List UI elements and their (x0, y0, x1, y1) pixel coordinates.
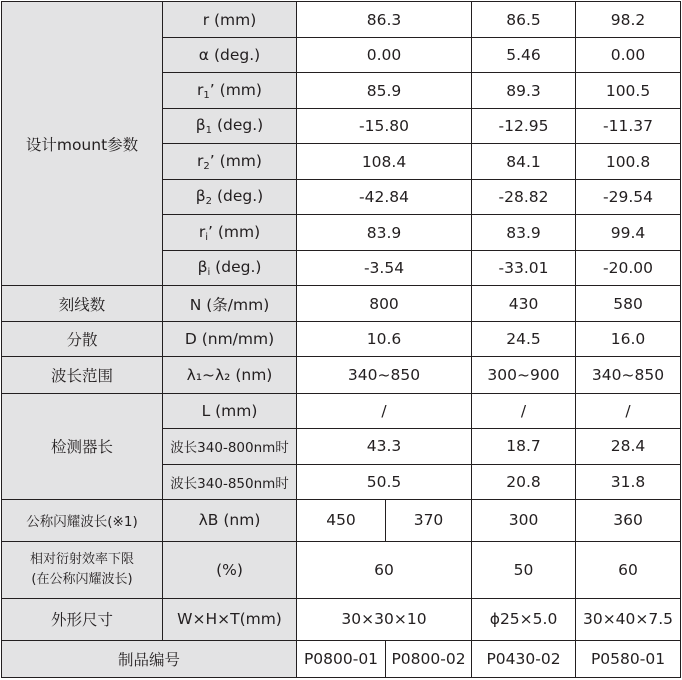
value-cell: 370 (386, 499, 472, 541)
param-symbol: r (197, 80, 204, 99)
value-cell: / (472, 393, 576, 428)
param-prime: ’ (209, 80, 215, 99)
dimensions-label: 外形尺寸 (2, 598, 163, 640)
param-subscript: 1 (205, 125, 213, 137)
param-prime: ’ (207, 222, 213, 241)
value-cell: -42.84 (297, 180, 472, 215)
param-alpha (163, 38, 297, 73)
range-label: 波长范围 (2, 357, 163, 393)
value-cell: 340~850 (576, 357, 681, 393)
detector-param: 波长340-850nm时 (163, 464, 297, 499)
value-cell: 300 (472, 499, 576, 541)
value-cell: 100.5 (576, 73, 681, 109)
row-blaze (2, 499, 681, 541)
value-cell: -29.54 (576, 180, 681, 215)
value-cell: 60 (297, 541, 472, 598)
param-unit: (deg.) (209, 46, 261, 65)
param-symbol: β (195, 187, 206, 206)
value-cell: 50.5 (297, 464, 472, 499)
param-unit: (deg.) (212, 187, 264, 206)
value-cell: 30×30×10 (297, 598, 472, 640)
value-cell: 89.3 (472, 73, 576, 109)
range-param: λ₁~λ₂ (nm) (163, 357, 297, 393)
value-cell: 340~850 (297, 357, 472, 393)
value-cell: 84.1 (472, 144, 576, 180)
param-symbol: r (198, 222, 206, 241)
row-grooves (2, 286, 681, 322)
value-cell: -20.00 (576, 251, 681, 286)
value-cell: 20.8 (472, 464, 576, 499)
param-symbol: β (195, 116, 206, 135)
value-cell: 360 (576, 499, 681, 541)
value-cell: -33.01 (472, 251, 576, 286)
value-cell: 800 (297, 286, 472, 322)
efficiency-label-line2: (在公称闪耀波长) (31, 571, 133, 587)
param-unit: (mm) (209, 10, 257, 29)
param-unit: (mm) (214, 80, 262, 99)
value-cell: -3.54 (297, 251, 472, 286)
param-subscript: 1 (203, 89, 210, 101)
value-cell: 5.46 (472, 38, 576, 73)
value-cell: -15.80 (297, 109, 472, 144)
value-cell: 83.9 (472, 215, 576, 251)
dispersion-param: D (nm/mm) (163, 322, 297, 357)
param-beta2 (163, 180, 297, 215)
blaze-label: 公称闪耀波长(※1) (2, 499, 163, 541)
value-cell: 300~900 (472, 357, 576, 393)
value-cell: 100.8 (576, 144, 681, 180)
value-cell: 50 (472, 541, 576, 598)
param-unit: (deg.) (210, 258, 262, 277)
value-cell: P0800-02 (386, 640, 472, 677)
param-r (163, 2, 297, 38)
value-cell: 28.4 (576, 428, 681, 464)
value-cell: -12.95 (472, 109, 576, 144)
product-label: 制品编号 (2, 640, 297, 677)
value-cell: 98.2 (576, 2, 681, 38)
value-cell: 0.00 (297, 38, 472, 73)
value-cell: 450 (297, 499, 386, 541)
row-efficiency (2, 541, 681, 598)
grooves-param: N (条/mm) (163, 286, 297, 322)
value-cell: 43.3 (297, 428, 472, 464)
param-symbol: β (197, 258, 208, 277)
param-subscript: i (207, 267, 211, 279)
blaze-param: λB (nm) (163, 499, 297, 541)
value-cell: 108.4 (297, 144, 472, 180)
value-cell: 430 (472, 286, 576, 322)
param-symbol: r (202, 10, 210, 29)
value-cell: ϕ25×5.0 (472, 598, 576, 640)
param-symbol: α (198, 46, 210, 65)
value-cell: / (576, 393, 681, 428)
param-symbol: r (197, 151, 204, 170)
value-cell: 86.3 (297, 2, 472, 38)
param-prime: ’ (209, 151, 215, 170)
value-cell: 0.00 (576, 38, 681, 73)
param-unit: (mm) (212, 222, 261, 241)
value-cell: 86.5 (472, 2, 576, 38)
spec-table (1, 1, 681, 678)
value-cell: P0580-01 (576, 640, 681, 677)
param-subscript: i (205, 231, 208, 243)
param-ri (163, 215, 297, 251)
row-r (2, 2, 681, 38)
detector-param: 波长340-800nm时 (163, 428, 297, 464)
param-r2 (163, 144, 297, 180)
value-cell: 24.5 (472, 322, 576, 357)
value-cell: 30×40×7.5 (576, 598, 681, 640)
value-cell: 83.9 (297, 215, 472, 251)
dimensions-param: W×H×T(mm) (163, 598, 297, 640)
row-dimensions (2, 598, 681, 640)
value-cell: / (297, 393, 472, 428)
value-cell: P0800-01 (297, 640, 386, 677)
row-range (2, 357, 681, 393)
detector-param: L (mm) (163, 393, 297, 428)
value-cell: 16.0 (576, 322, 681, 357)
value-cell: 85.9 (297, 73, 472, 109)
row-product (2, 640, 681, 677)
dispersion-label: 分散 (2, 322, 163, 357)
value-cell: 99.4 (576, 215, 681, 251)
efficiency-label (2, 541, 163, 598)
efficiency-param: (%) (163, 541, 297, 598)
value-cell: -28.82 (472, 180, 576, 215)
param-subscript: 2 (203, 160, 210, 172)
value-cell: 31.8 (576, 464, 681, 499)
value-cell: P0430-02 (472, 640, 576, 677)
param-unit: (deg.) (212, 116, 264, 135)
value-cell: 580 (576, 286, 681, 322)
row-dispersion (2, 322, 681, 357)
value-cell: -11.37 (576, 109, 681, 144)
param-unit: (mm) (214, 151, 262, 170)
row-detector-l (2, 393, 681, 428)
value-cell: 10.6 (297, 322, 472, 357)
param-r1 (163, 73, 297, 109)
value-cell: 60 (576, 541, 681, 598)
design-mount-label: 设计mount参数 (2, 2, 163, 286)
grooves-label: 刻线数 (2, 286, 163, 322)
param-beta1 (163, 109, 297, 144)
detector-label: 检测器长 (2, 393, 163, 499)
efficiency-label-line1: 相对衍射效率下限 (29, 551, 134, 567)
value-cell: 18.7 (472, 428, 576, 464)
param-betai (163, 251, 297, 286)
param-subscript: 2 (205, 196, 213, 208)
